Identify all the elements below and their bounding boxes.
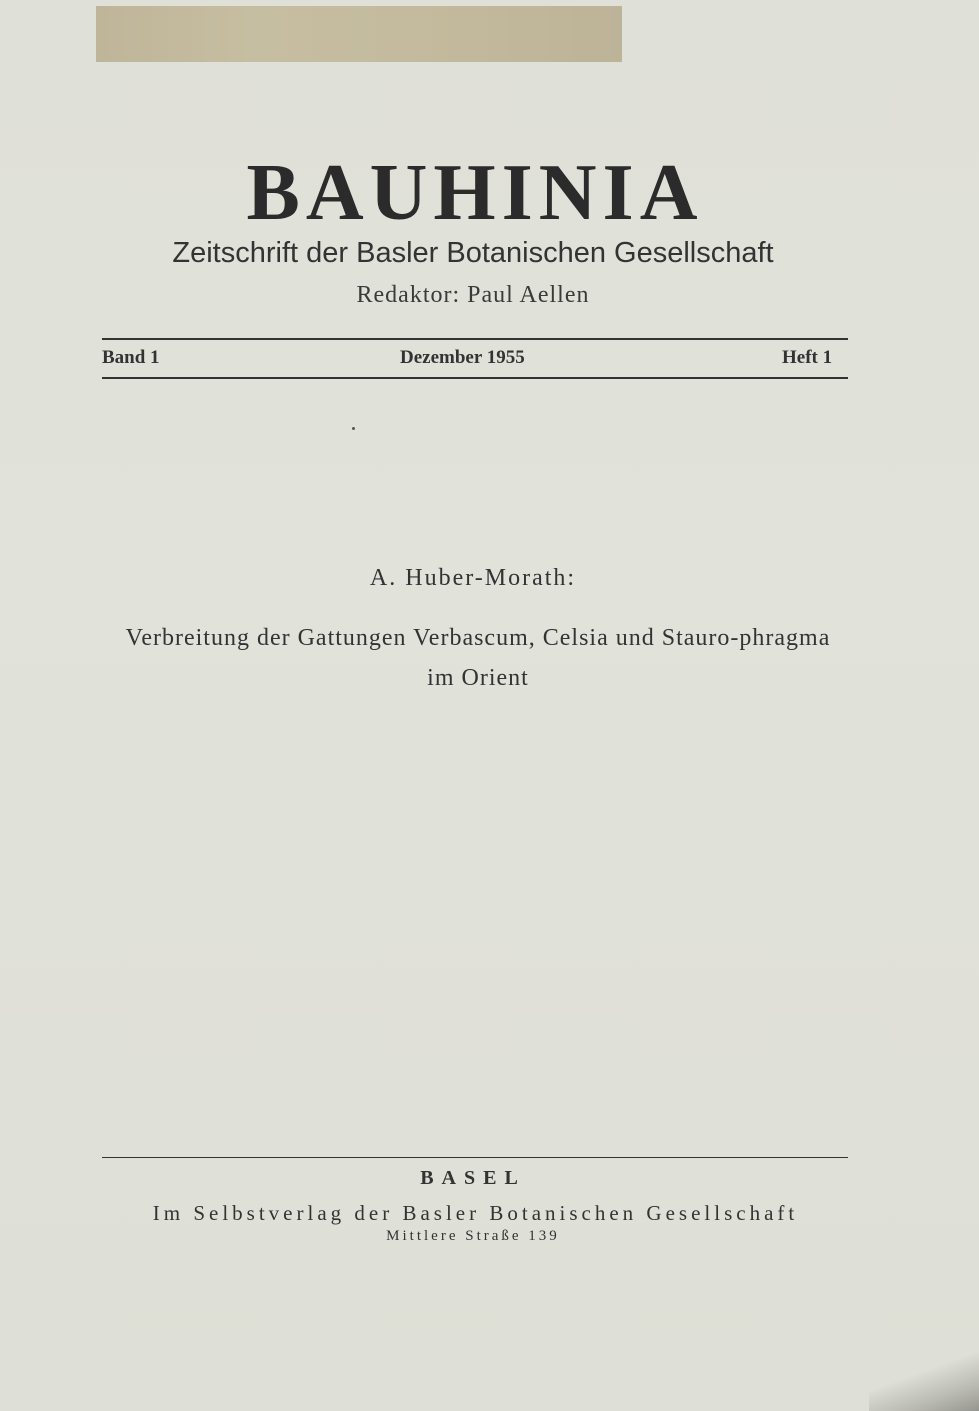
issue-label: Heft 1 — [782, 347, 833, 368]
article-title: Verbreitung der Gattungen Verbascum, Celsia und Stauro-phragma im Orient — [125, 625, 831, 691]
adhesive-tape-strip — [96, 6, 622, 62]
issue-date: Dezember 1955 — [400, 347, 525, 368]
footer-rule — [102, 1157, 848, 1158]
publisher-address: Mittlere Straße 139 — [386, 1228, 560, 1244]
page-curl-shadow — [869, 1341, 979, 1411]
article-author: A. Huber-Morath: — [369, 565, 577, 591]
paper-speck — [352, 427, 355, 430]
journal-subtitle: Zeitschrift der Basler Botanischen Gesellschaft — [172, 237, 774, 269]
editor-line: Redaktor: Paul Aellen — [356, 282, 590, 308]
bottom-rule — [102, 377, 848, 379]
publisher-line: Im Selbstverlag der Basler Botanischen Gesellschaft — [152, 1201, 799, 1225]
publication-city: BASEL — [420, 1167, 526, 1189]
volume-label: Band 1 — [102, 347, 160, 368]
journal-title: BAUHINIA — [246, 149, 704, 237]
top-rule — [102, 338, 848, 340]
